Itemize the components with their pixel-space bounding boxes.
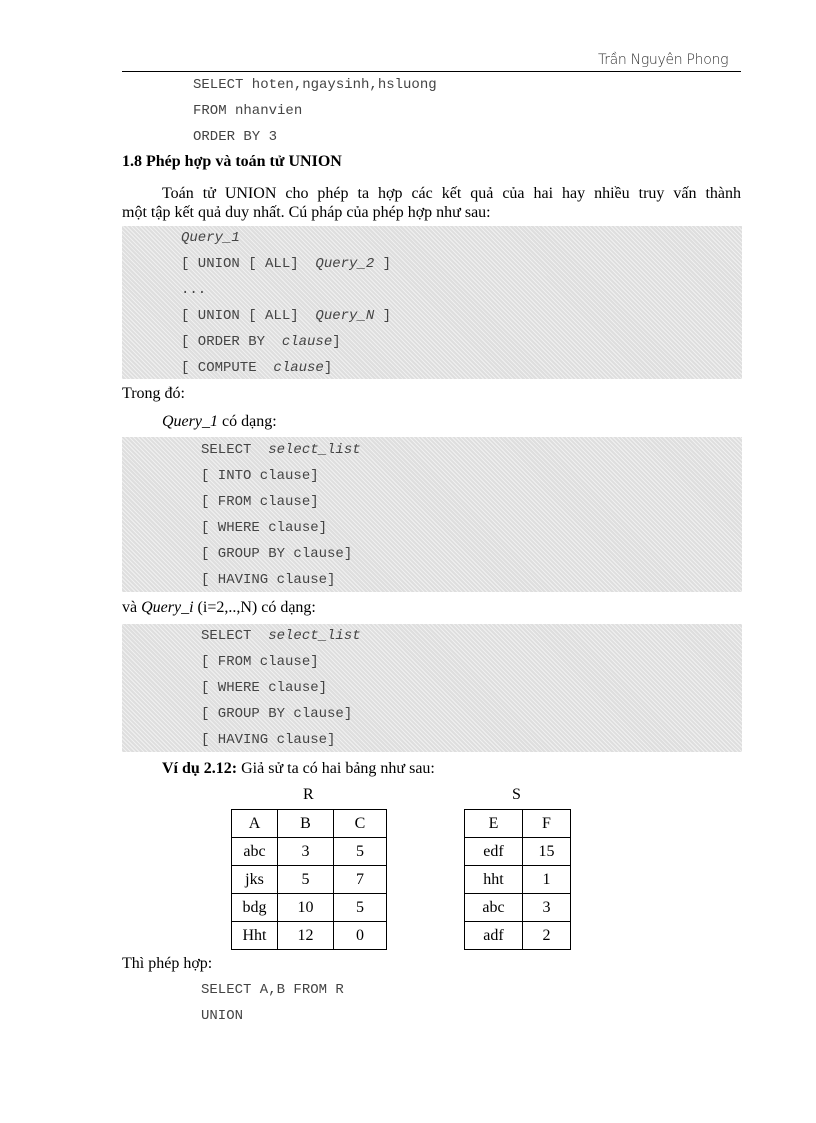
table-r-caption: R xyxy=(303,786,314,803)
code-line: [ GROUP BY clause] xyxy=(201,546,353,562)
table-row xyxy=(465,922,571,950)
table-header-cell: B xyxy=(278,810,334,838)
table-cell: 1 xyxy=(523,866,571,894)
code-line: [ HAVING clause] xyxy=(201,572,336,588)
table-s xyxy=(464,809,571,950)
code-line: [ WHERE clause] xyxy=(201,680,328,696)
code-line: [ ORDER BY clause] xyxy=(181,334,341,350)
table-header-cell: A xyxy=(232,810,278,838)
table-cell: 7 xyxy=(334,866,387,894)
code-line: SELECT select_list xyxy=(201,442,361,458)
paragraph-line: Thì phép hợp: xyxy=(122,955,213,972)
table-cell: 5 xyxy=(334,894,387,922)
code-line: Query_1 xyxy=(181,230,240,246)
table-header-row xyxy=(232,810,387,838)
table-row xyxy=(232,866,387,894)
table-cell: 5 xyxy=(278,866,334,894)
table-header-row xyxy=(465,810,571,838)
code-line: [ FROM clause] xyxy=(201,494,319,510)
queryi-label: và Query_i (i=2,..,N) có dạng: xyxy=(122,599,316,616)
table-cell: adf xyxy=(465,922,523,950)
table-cell: 12 xyxy=(278,922,334,950)
paragraph-line: Trong đó: xyxy=(122,385,185,402)
example-label: Ví dụ 2.12: Giả sử ta có hai bảng như sau: xyxy=(162,760,435,777)
table-cell: bdg xyxy=(232,894,278,922)
code-line: [ INTO clause] xyxy=(201,468,319,484)
code-line: SELECT select_list xyxy=(201,628,361,644)
table-row xyxy=(232,838,387,866)
code-line: ... xyxy=(181,282,207,298)
query1-label: Query_1 có dạng: xyxy=(162,413,277,430)
table-cell: abc xyxy=(465,894,523,922)
table-row xyxy=(232,922,387,950)
header-author: Trần Nguyên Phong xyxy=(598,52,729,68)
table-header-cell: E xyxy=(465,810,523,838)
code-line: [ HAVING clause] xyxy=(201,732,336,748)
code-line: [ COMPUTE clause] xyxy=(181,360,333,376)
table-s-caption: S xyxy=(512,786,521,803)
code-line: UNION xyxy=(201,1008,244,1024)
table-header-cell: C xyxy=(334,810,387,838)
code-line: FROM nhanvien xyxy=(193,103,303,119)
code-line: [ FROM clause] xyxy=(201,654,319,670)
code-line: [ UNION [ ALL] Query_2 ] xyxy=(181,256,392,272)
table-cell: 2 xyxy=(523,922,571,950)
table-row xyxy=(465,894,571,922)
table-r xyxy=(231,809,387,950)
table-cell: edf xyxy=(465,838,523,866)
table-cell: abc xyxy=(232,838,278,866)
table-cell: 5 xyxy=(334,838,387,866)
code-line: SELECT hoten,ngaysinh,hsluong xyxy=(193,77,437,93)
table-row xyxy=(465,866,571,894)
code-line: SELECT A,B FROM R xyxy=(201,982,344,998)
table-cell: 0 xyxy=(334,922,387,950)
table-cell: 15 xyxy=(523,838,571,866)
table-header-cell: F xyxy=(523,810,571,838)
table-cell: jks xyxy=(232,866,278,894)
code-line: [ WHERE clause] xyxy=(201,520,328,536)
table-cell: hht xyxy=(465,866,523,894)
paragraph-line: Toán tử UNION cho phép ta hợp các kết quả của hai hay nhiều truy vấn thành xyxy=(162,185,741,202)
paragraph-line: một tập kết quả duy nhất. Cú pháp của phép hợp như sau: xyxy=(122,204,491,221)
table-cell: Hht xyxy=(232,922,278,950)
table-cell: 3 xyxy=(278,838,334,866)
code-line: ORDER BY 3 xyxy=(193,129,278,145)
table-cell: 10 xyxy=(278,894,334,922)
code-line: [ UNION [ ALL] Query_N ] xyxy=(181,308,392,324)
section-heading: 1.8 Phép hợp và toán tử UNION xyxy=(122,153,342,170)
code-line: [ GROUP BY clause] xyxy=(201,706,353,722)
table-row xyxy=(465,838,571,866)
table-cell: 3 xyxy=(523,894,571,922)
table-row xyxy=(232,894,387,922)
